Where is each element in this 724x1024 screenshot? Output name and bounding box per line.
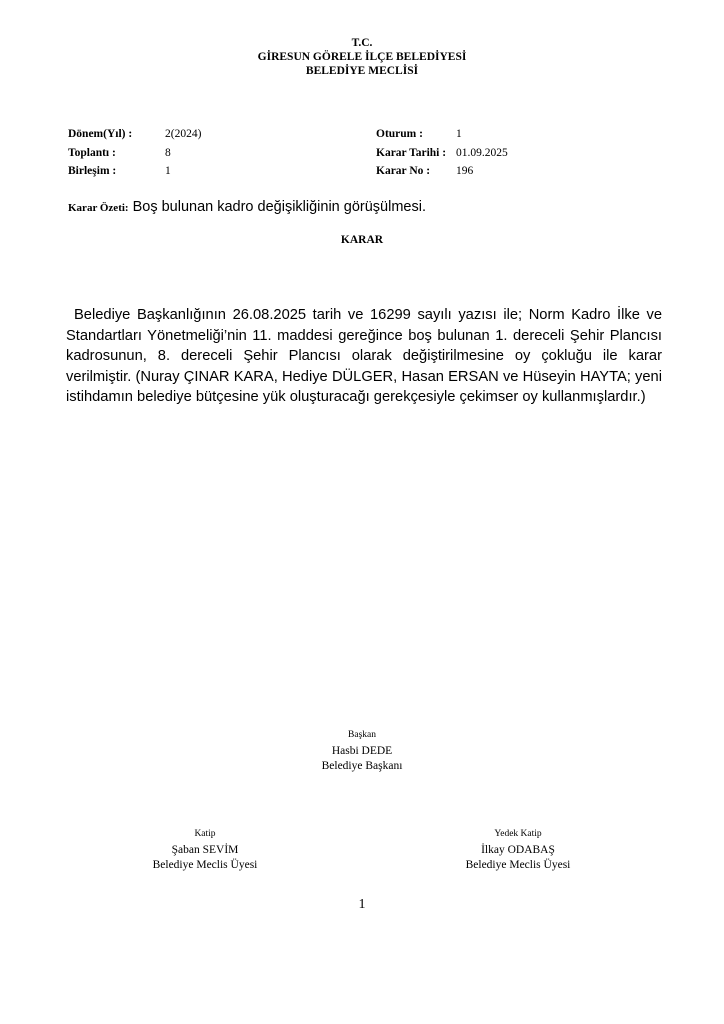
page-number: 1 bbox=[358, 897, 366, 912]
donem-label: Dönem(Yıl) : bbox=[68, 128, 133, 140]
signature-baskan bbox=[0, 730, 724, 774]
baskan-title: Belediye Başkanı bbox=[321, 760, 403, 772]
summary-text: Boş bulunan kadro değişikliğinin görüşülmesi. bbox=[132, 199, 426, 215]
meta-row-2 bbox=[68, 144, 668, 163]
karar-tarihi-label: Karar Tarihi : bbox=[376, 146, 447, 159]
summary-label: Karar Özeti: bbox=[68, 202, 129, 214]
oturum-value: 1 bbox=[456, 128, 462, 140]
oturum-label: Oturum : bbox=[376, 128, 423, 140]
birlesim-value: 1 bbox=[165, 165, 171, 177]
header-line-council: BELEDİYE MECLİSİ bbox=[305, 65, 419, 77]
donem-value: 2(2024) bbox=[165, 128, 202, 140]
meta-row-3 bbox=[68, 162, 668, 181]
decision-meta bbox=[68, 125, 668, 181]
katip-title: Belediye Meclis Üyesi bbox=[152, 859, 258, 871]
baskan-role: Başkan bbox=[348, 730, 376, 740]
signature-katip bbox=[130, 829, 280, 873]
decision-summary bbox=[68, 198, 668, 216]
decision-title: KARAR bbox=[340, 234, 384, 246]
header-line-tc: T.C. bbox=[351, 37, 373, 49]
decision-body: Belediye Başkanlığının 26.08.2025 tarih ve 16299 sayılı yazısı ile; Norm Kadro İlke ve Standartları Yönetmeliği’nin 11. maddesi gereğince boş bulunan 1. dereceli Şehir Plancısı kadrosunun, 8. dereceli Şehir Plancısı olarak değiştirilmesine oy çokluğu ile karar verilmiştir. (Nuray ÇINAR KARA, Hediye DÜLGER, Hasan ERSAN ve Hüseyin HAYTA; yeni istihdamın belediye bütçesine yük oluşturacağı gerekçesiyle çekimser oy kullanmışlardır.) bbox=[66, 307, 662, 405]
yedek-katip-title: Belediye Meclis Üyesi bbox=[465, 859, 571, 871]
meta-row-1 bbox=[68, 125, 668, 144]
karar-no-value: 196 bbox=[456, 165, 474, 177]
karar-tarihi-value: 01.09.2025 bbox=[456, 146, 508, 159]
signature-yedek-katip bbox=[443, 829, 593, 873]
katip-name: Şaban SEVİM bbox=[171, 844, 239, 856]
birlesim-label: Birleşim : bbox=[68, 165, 117, 177]
baskan-name: Hasbi DEDE bbox=[331, 745, 393, 757]
document-header bbox=[0, 36, 724, 78]
karar-no-label: Karar No : bbox=[376, 165, 431, 177]
header-line-municipality: GİRESUN GÖRELE İLÇE BELEDİYESİ bbox=[257, 51, 467, 63]
toplanti-value: 8 bbox=[165, 146, 171, 159]
yedek-katip-name: İlkay ODABAŞ bbox=[481, 844, 555, 856]
toplanti-label: Toplantı : bbox=[68, 146, 116, 159]
katip-role: Katip bbox=[194, 829, 216, 839]
yedek-katip-role: Yedek Katip bbox=[494, 829, 542, 839]
